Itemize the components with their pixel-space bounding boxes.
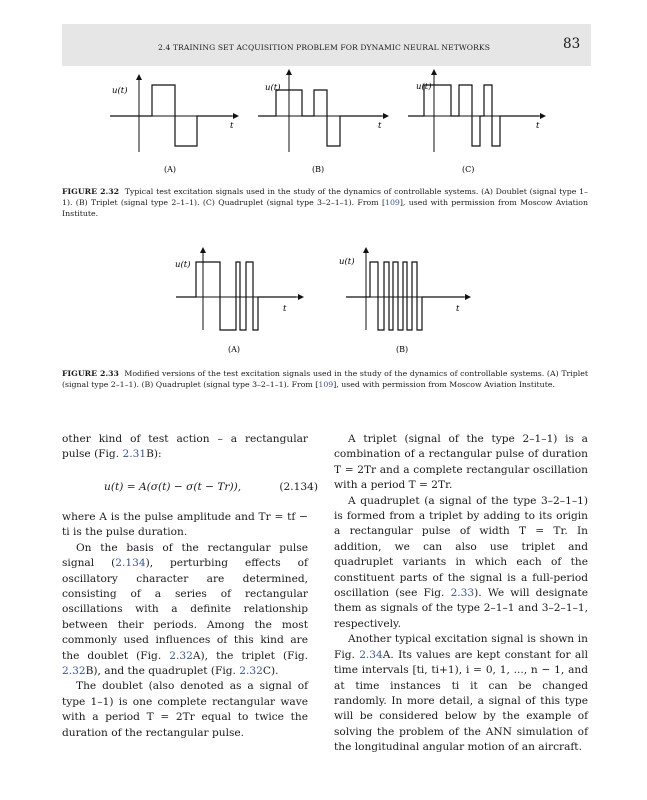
caption-label: FIGURE 2.32 — [62, 187, 120, 196]
caption-text-end: ], used with permission from Moscow Aviation Institute. — [333, 380, 555, 390]
fig232-panel-c — [408, 72, 543, 174]
modified-quadruplet-signal — [346, 262, 464, 330]
running-head: 2.4 TRAINING SET ACQUISITION PROBLEM FOR DYNAMIC NEURAL NETWORKS — [158, 43, 491, 52]
fig232-panel-b — [258, 72, 386, 174]
text: A), the triplet (Fig. — [192, 649, 308, 662]
triplet-signal — [258, 90, 382, 146]
x-axis-label: t — [230, 121, 234, 131]
figure-link[interactable]: 2.32 — [169, 649, 193, 662]
figure-link[interactable]: 2.32 — [239, 665, 263, 678]
figure-2-33 — [0, 244, 647, 364]
paragraph: where A is the pulse amplitude and Tr = tf − ti is the pulse duration. — [62, 511, 308, 539]
figure-link[interactable]: 2.32 — [62, 665, 86, 678]
x-axis-label: t — [536, 121, 540, 131]
equation-2-134 — [62, 481, 318, 497]
text: C). — [262, 665, 279, 678]
y-axis-label: u(t) — [175, 260, 191, 270]
paragraph — [62, 541, 308, 680]
modified-triplet-signal — [176, 262, 296, 330]
panel-label: (B) — [396, 345, 409, 354]
text: B), and the quadruplet (Fig. — [85, 665, 240, 678]
caption-text: Modified versions of the test excitation signals used in the study of the dynamics of controllable systems. (A) Triplet (signal type 2–1–1). (B) Quadruplet (signal type 3–2–1–1). From [ — [62, 369, 588, 390]
panel-label: (A) — [164, 165, 177, 174]
figure-2-33-caption — [62, 368, 588, 390]
paragraph — [334, 494, 588, 633]
fig233-panel-a — [175, 250, 301, 354]
left-column-top — [62, 432, 308, 463]
y-axis-label: u(t) — [265, 83, 281, 93]
citation-link[interactable]: 109 — [385, 198, 400, 208]
text: A quadruplet (a signal of the type 3–2–1–1) is formed from a triplet by adding to its origin a rectangular pulse of width T = Tr. In addition, we can also use triplet and quadruplet variants in which each of the constituent parts of the signal is a full-period oscillation (see Fig. — [334, 494, 588, 600]
text: ), perturbing effects of oscillatory character are determined, consisting of a series of rectangular oscillations with a definite relationship between their periods. Among the most commonly used influences of this kind are the doublet (Fig. — [62, 557, 308, 662]
x-axis-label: t — [456, 304, 460, 314]
panel-label: (C) — [462, 165, 475, 174]
figure-link[interactable]: 2.33 — [450, 587, 475, 600]
x-axis-label: t — [283, 304, 287, 314]
equation-link[interactable]: 2.134 — [115, 557, 146, 570]
left-column-body — [62, 510, 308, 741]
text: ). We will designate them as signals of the type 2–1–1 and 3–2–1–1, respectively. — [334, 587, 588, 630]
equation-number: (2.134) — [279, 481, 318, 493]
text: B): — [146, 448, 162, 461]
fig232-panel-a — [110, 77, 236, 174]
paragraph — [334, 632, 588, 755]
text: On the basis of the rectangular pulse signal ( — [62, 541, 308, 570]
fig233-panel-b — [339, 250, 468, 354]
equation-body: u(t) = A(σ(t) − σ(t − Tr)), — [104, 481, 242, 493]
y-axis-label: u(t) — [339, 257, 355, 267]
figure-2-32-caption — [62, 186, 588, 220]
figure-link[interactable]: 2.31 — [122, 448, 147, 461]
figure-link[interactable]: 2.34 — [359, 648, 383, 661]
y-axis-label: u(t) — [416, 82, 432, 92]
paragraph: The doublet (also denoted as a signal of type 1–1) is one complete rectangular wave with a period T = 2Tr equal to twice the duration of the rectangular pulse. — [62, 680, 308, 739]
x-axis-label: t — [378, 121, 382, 131]
right-column — [334, 432, 588, 756]
citation-link[interactable]: 109 — [318, 380, 334, 390]
paragraph — [62, 432, 308, 463]
text: A. Its values are kept constant for all time intervals [ti, ti+1), i = 0, 1, ..., n − 1, and at time instances ti it can be changed randomly. In more detail, a signal of this type will be considered below by the example of solving the problem of the ANN simulation of the longitudinal angular motion of an aircraft. — [334, 648, 588, 754]
page-number: 83 — [563, 36, 581, 52]
paragraph: A triplet (signal of the type 2–1–1) is a combination of a rectangular pulse of duration T = 2Tr and a complete rectangular oscillation with a period T = 2Tr. — [334, 433, 588, 492]
caption-text: Typical test excitation signals used in the study of the dynamics of controllable systems. (A) Doublet (signal type 1–1). (B) Triplet (signal type 2–1–1). (C) Quadruplet (signal type 3–2–1–1). From [ — [62, 187, 588, 208]
panel-label: (A) — [228, 345, 241, 354]
caption-label: FIGURE 2.33 — [62, 369, 119, 378]
text: other kind of test action – a rectangular pulse (Fig. — [62, 433, 308, 461]
y-axis-label: u(t) — [112, 86, 128, 96]
caption-text-end: ], used with permission from Moscow Aviation Institute. — [62, 198, 588, 219]
panel-label: (B) — [312, 165, 325, 174]
text: Another typical excitation signal is shown in Fig. — [334, 633, 588, 661]
